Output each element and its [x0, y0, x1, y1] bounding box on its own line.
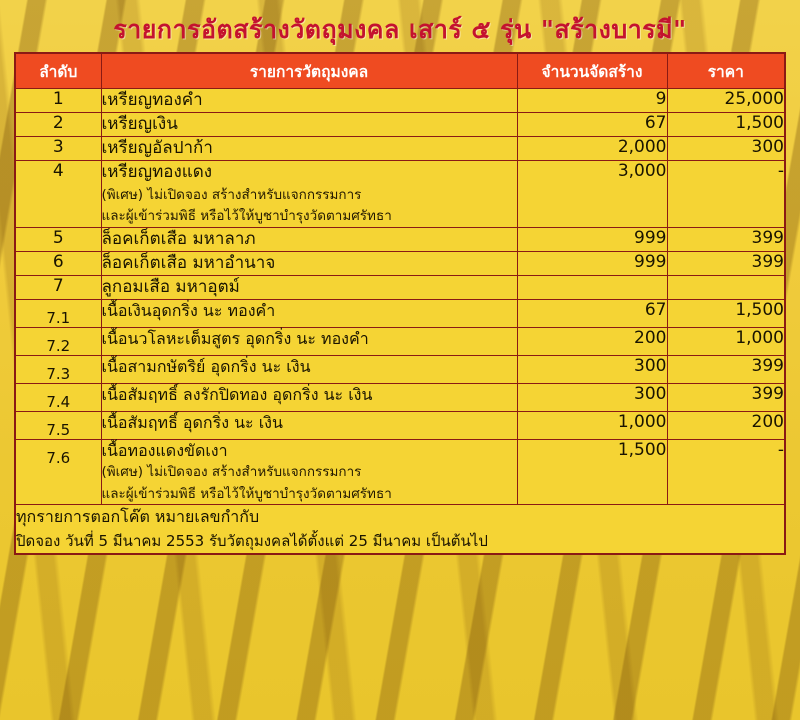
- row-item-note-1: (พิเศษ) ไม่เปิดจอง สร้างสำหรับแจกกรรมการ: [101, 464, 362, 481]
- row-item-name: เนื้อนวโลหะเต็มสูตร อุดกริ่ง นะ ทองคำ: [101, 328, 369, 348]
- row-item-name: เหรียญทองคำ: [101, 90, 203, 110]
- row-item-name: เนื้อเงินอุดกริ่ง นะ ทองคำ: [101, 300, 276, 320]
- row-no: 7.5: [15, 411, 101, 439]
- row-item-name: เนื้อทองแดงขัดเงา: [101, 440, 228, 460]
- row-item-name: เหรียญทองแดง: [101, 161, 213, 182]
- row-item-name: เหรียญอัลปาก้า: [101, 137, 213, 158]
- row-no: 5: [15, 227, 101, 251]
- row-item: [101, 355, 517, 383]
- row-item-name: ล็อคเก็ตเสือ มหาลาภ: [101, 228, 256, 249]
- row-item: [101, 251, 517, 275]
- table-row: [15, 112, 785, 136]
- table-row: [15, 327, 785, 355]
- row-no: 2: [15, 112, 101, 136]
- row-item-note-1: (พิเศษ) ไม่เปิดจอง สร้างสำหรับแจกกรรมการ: [101, 186, 362, 203]
- row-item-name: เนื้อสัมฤทธิ์ อุดกริ่ง นะ เงิน: [101, 412, 283, 432]
- poster-content: [14, 8, 786, 712]
- row-item: [101, 411, 517, 439]
- table-row: [15, 355, 785, 383]
- footer-note-2: ปิดจอง วันที่ 5 มีนาคม 2553 รับวัตถุมงคลได้ตั้งแต่ 25 มีนาคม เป็นต้นไป: [16, 532, 488, 551]
- table-body: [15, 89, 785, 555]
- row-no: 7.3: [15, 355, 101, 383]
- row-price: 1,500: [667, 112, 785, 136]
- row-item: [101, 227, 517, 251]
- table-row: [15, 383, 785, 411]
- row-qty: 300: [517, 383, 667, 411]
- row-price: 399: [667, 383, 785, 411]
- table-row: [15, 136, 785, 160]
- row-item: [101, 439, 517, 505]
- row-item-name: เนื้อสัมฤทธิ์ ลงรักปิดทอง อุดกริ่ง นะ เงิน: [101, 384, 373, 404]
- row-item-name: ลูกอมเสือ มหาอุตม์: [101, 276, 240, 297]
- table-row: [15, 227, 785, 251]
- row-no: 7.6: [15, 439, 101, 505]
- row-item-note-2: และผู้เข้าร่วมพิธี หรือไว้ให้บูชาบำรุงวัดตามศรัทธา: [101, 208, 392, 225]
- table-row: [15, 251, 785, 275]
- row-no: 7.2: [15, 327, 101, 355]
- column-header-qty: จำนวนจัดสร้าง: [517, 53, 667, 89]
- row-item: [101, 89, 517, 113]
- row-qty: 2,000: [517, 136, 667, 160]
- poster-title-bar: [14, 8, 786, 52]
- table-row: [15, 299, 785, 327]
- row-qty: [517, 275, 667, 299]
- row-item-name: เหรียญเงิน: [101, 113, 178, 134]
- row-qty: 300: [517, 355, 667, 383]
- table-header: [15, 53, 785, 89]
- table-row: [15, 275, 785, 299]
- row-qty: 999: [517, 251, 667, 275]
- row-price: -: [667, 160, 785, 227]
- table-row: [15, 439, 785, 505]
- amulet-table: [14, 52, 786, 555]
- row-no: 6: [15, 251, 101, 275]
- row-qty: 1,000: [517, 411, 667, 439]
- row-no: 7.4: [15, 383, 101, 411]
- row-item: [101, 112, 517, 136]
- row-price: 1,000: [667, 327, 785, 355]
- row-price: 399: [667, 251, 785, 275]
- row-price: 1,500: [667, 299, 785, 327]
- table-footer-row: [15, 505, 785, 555]
- row-qty: 67: [517, 112, 667, 136]
- row-no: 7.1: [15, 299, 101, 327]
- footer-note-1: ทุกรายการตอกโค๊ต หมายเลขกำกับ: [16, 507, 260, 527]
- row-price: 200: [667, 411, 785, 439]
- page-title: รายการอัตสร้างวัตถุมงคล เสาร์ ๕ รุ่น "สร้างบารมี": [113, 15, 687, 44]
- row-item: [101, 299, 517, 327]
- row-item-name: ล็อคเก็ตเสือ มหาอำนาจ: [101, 252, 276, 273]
- row-price: -: [667, 439, 785, 505]
- table-footer: [15, 505, 785, 555]
- row-item-name: เนื้อสามกษัตริย์ อุดกริ่ง นะ เงิน: [101, 356, 311, 376]
- table-row: [15, 89, 785, 113]
- row-item: [101, 275, 517, 299]
- row-price: 300: [667, 136, 785, 160]
- row-item: [101, 160, 517, 227]
- column-header-item: รายการวัตถุมงคล: [101, 53, 517, 89]
- row-qty: 1,500: [517, 439, 667, 505]
- row-no: 7: [15, 275, 101, 299]
- row-no: 3: [15, 136, 101, 160]
- row-price: 399: [667, 227, 785, 251]
- table-row: [15, 411, 785, 439]
- row-qty: 3,000: [517, 160, 667, 227]
- column-header-price: ราคา: [667, 53, 785, 89]
- table-row: [15, 160, 785, 227]
- row-qty: 200: [517, 327, 667, 355]
- row-item-note-2: และผู้เข้าร่วมพิธี หรือไว้ให้บูชาบำรุงวัดตามศรัทธา: [101, 485, 392, 502]
- row-no: 4: [15, 160, 101, 227]
- row-qty: 67: [517, 299, 667, 327]
- table-header-row: [15, 53, 785, 89]
- column-header-no: ลำดับ: [15, 53, 101, 89]
- row-no: 1: [15, 89, 101, 113]
- row-item: [101, 383, 517, 411]
- row-price: [667, 275, 785, 299]
- row-item: [101, 327, 517, 355]
- row-price: 399: [667, 355, 785, 383]
- row-item: [101, 136, 517, 160]
- row-qty: 999: [517, 227, 667, 251]
- row-qty: 9: [517, 89, 667, 113]
- row-price: 25,000: [667, 89, 785, 113]
